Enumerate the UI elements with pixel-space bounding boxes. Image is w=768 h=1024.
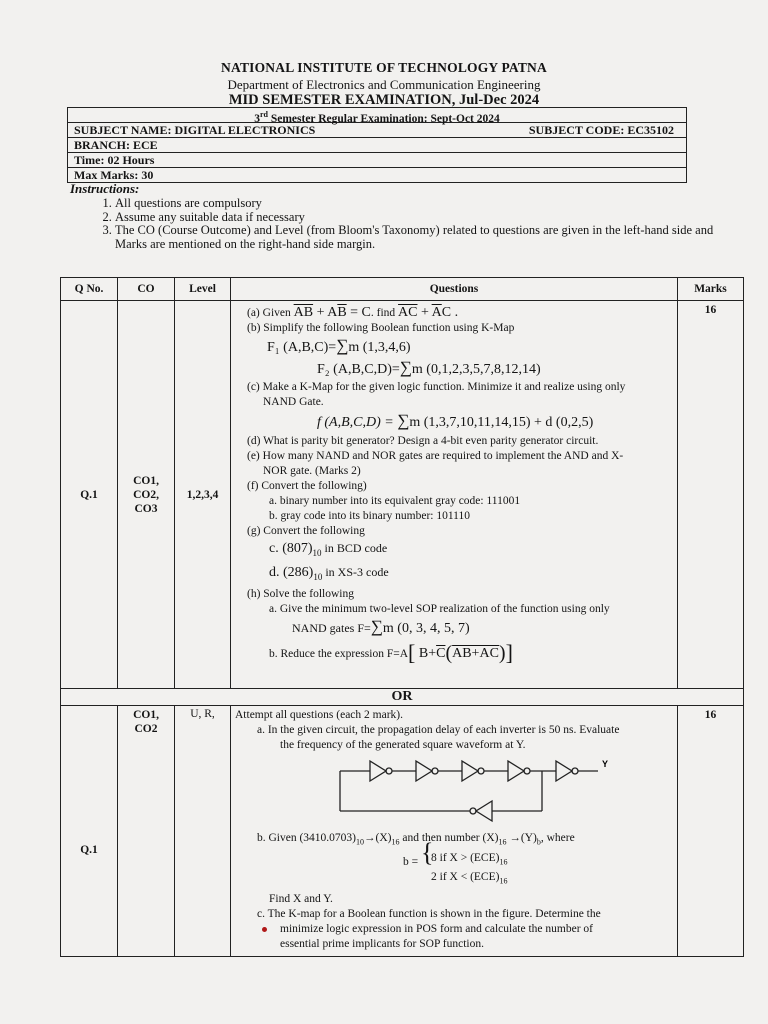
questions-cell [231, 301, 678, 689]
question-g-c: c. $(807)_{10}$ in BCD code [269, 541, 388, 558]
question-h: (h) Solve the following [247, 587, 354, 600]
max-marks: Max Marks: 30 [74, 168, 154, 182]
question-g: (g) Convert the following [247, 525, 365, 537]
header-co: CO [118, 278, 175, 301]
question-c: (c) Make a K-Map for the given logic function. Minimize it and realize using only [247, 381, 626, 393]
alt-question-c-cont2: essential prime implicants for SOP function. [280, 937, 484, 950]
question-e-cont: NOR gate. (Marks 2) [263, 465, 361, 477]
question-f-a: a. binary number into its equivalent gray code: 111001 [269, 495, 521, 507]
inverter-5 [556, 761, 572, 781]
question-h-a-cont: NAND gates F=∑m (0, 3, 4, 5, 7) [292, 616, 470, 636]
instruction-item: 2. Assume any suitable data if necessary [115, 211, 740, 225]
function-f2: F₂ (A,B,C,D)=∑m (0,1,2,3,5,7,8,12,14) [317, 358, 541, 377]
header-marks: Marks [678, 278, 744, 301]
question-h-a: a. Give the minimum two-level SOP realization of the function using only [269, 602, 610, 615]
marks-cell: 16 [678, 301, 744, 689]
ink-mark [262, 927, 267, 932]
or-row [61, 689, 744, 706]
function-f1: F₁ (A,B,C)=∑m (1,3,4,6) [267, 336, 411, 355]
alt-question-b-find: Find X and Y. [269, 892, 333, 905]
inverter-3 [462, 761, 478, 781]
time: Time: 02 Hours [68, 153, 686, 168]
instruction-item: 3. The CO (Course Outcome) and Level (from Bloom's Taxonomy) related to questions are given in the left-hand side and Marks are mentioned on the right-hand side margin. [115, 224, 740, 251]
question-row [61, 706, 744, 957]
exam-info-box [67, 107, 687, 183]
semester-line: 3rd Semester Regular Examination: Sept-Oct 2024 [68, 108, 686, 123]
exam-title: MID SEMESTER EXAMINATION, Jul-Dec 2024 [228, 92, 540, 108]
subject-code: SUBJECT CODE: EC35102 [528, 123, 674, 137]
level-cell: 1,2,3,4 [175, 301, 231, 689]
instructions-title: Instructions: [70, 181, 140, 196]
subject-row [68, 123, 686, 138]
header-questions: Questions [231, 278, 678, 301]
question-c-cont: NAND Gate. [263, 396, 324, 408]
table-header-row [61, 278, 744, 301]
alt-question-a: a. In the given circuit, the propagation delay of each inverter is 50 ns. Evaluate [257, 724, 620, 736]
instructions-list [70, 197, 740, 251]
questions-table [60, 277, 744, 957]
question-a: (a) Given $\overline{AB} + A\overline{B} = C$. find $\overline{AC} + \overline{A}C$ . [247, 305, 459, 320]
marks-cell: 16 [678, 706, 744, 957]
department-name: Department of Electronics and Communication Engineering [227, 77, 541, 92]
institute-name: NATIONAL INSTITUTE OF TECHNOLOGY PATNA [221, 60, 547, 75]
alt-question-b: b. Given $(3410.0703)_{10}\to(X)_{16}$ and then number $(X)_{16} \to(Y)_b$, where [257, 832, 575, 847]
question-b: (b) Simplify the following Boolean function using K-Map [247, 322, 515, 334]
circuit-output-label: Y [602, 759, 609, 769]
instructions [70, 181, 740, 251]
question-f: (f) Convert the following) [247, 480, 367, 492]
alt-question-b-cases: b = { 8 if $X > (ECE)_{16}$ 2 if $X < (ECE)_{16}$ [403, 838, 508, 885]
qno-cell: Q.1 [61, 706, 118, 957]
question-f-b: b. gray code into its binary number: 101110 [269, 510, 470, 522]
header-level: Level [175, 278, 231, 301]
co-cell: CO1, CO2, CO3 [118, 301, 175, 689]
inverter-ring-circuit [330, 757, 620, 825]
inverter-feedback [476, 801, 492, 821]
instruction-item: 1. All questions are compulsory [115, 197, 740, 211]
question-h-b: b. Reduce the expression F=A[ $B+\overline{C}(AB+AC)$] [269, 639, 513, 665]
inverter-1 [370, 761, 386, 781]
inverter-2 [416, 761, 432, 781]
question-d: (d) What is parity bit generator? Design a 4-bit even parity generator circuit. [247, 435, 599, 447]
questions-cell [231, 706, 678, 957]
question-row [61, 301, 744, 689]
co-cell: CO1, CO2 [118, 706, 175, 957]
question-e: (e) How many NAND and NOR gates are required to implement the AND and X- [247, 450, 624, 462]
header-qno: Q No. [61, 278, 118, 301]
alt-question-c-cont: minimize logic expression in POS form and calculate the number of [280, 922, 593, 935]
qno-cell: Q.1 [61, 301, 118, 689]
level-cell: U, R, [175, 706, 231, 957]
alt-question-c: c. The K-map for a Boolean function is shown in the figure. Determine the [257, 907, 601, 920]
or-label: OR [61, 689, 744, 706]
question-g-d: d. $(286)_{10}$ in XS-3 code [269, 564, 389, 582]
alt-question-a-cont: the frequency of the generated square waveform at Y. [280, 739, 526, 751]
subject-name: SUBJECT NAME: DIGITAL ELECTRONICS [74, 123, 316, 137]
inverter-4 [508, 761, 524, 781]
alt-intro: Attempt all questions (each 2 mark). [235, 709, 403, 721]
function-c: f (A,B,C,D) = ∑m (1,3,7,10,11,14,15) + d (0,2,5) [317, 411, 594, 430]
branch: BRANCH: ECE [68, 138, 686, 153]
